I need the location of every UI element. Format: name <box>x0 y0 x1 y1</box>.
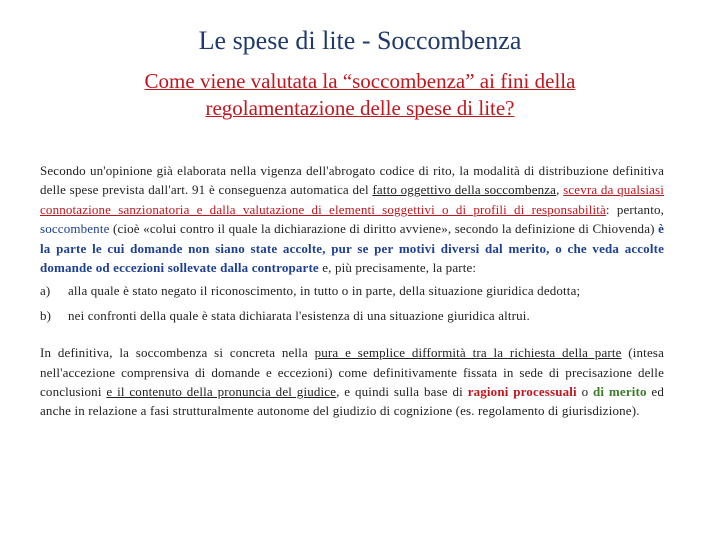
p2-text-4: o <box>576 384 593 400</box>
p2-green-di-merito: di merito <box>593 384 647 400</box>
criteria-list <box>40 281 664 325</box>
p1-text-3: : pertanto, <box>605 201 665 217</box>
list-item-text: alla quale è stato negato il riconoscimento, in tutto o in parte, della situazione giuridica dedotta; <box>68 283 581 299</box>
p1-text-5: e, più precisamente, la parte: <box>318 260 477 276</box>
p2-text-1: In definitiva, la soccombenza si concreta nella <box>40 345 315 361</box>
slide-title: Le spese di lite - Soccombenza <box>198 26 522 55</box>
p1-text-2: , <box>556 182 564 198</box>
p1-text-1: Secondo un'opinione già elaborata nella vigenza dell'abrogato codice di rito, la modalità di distribuzione definitiva delle spese prevista dall'art. 91 è conseguenza automatica del <box>40 163 664 198</box>
list-item <box>40 306 664 325</box>
p1-text-4: (cioè «colui contro il quale la dichiarazione di diritto avviene», secondo la definizione di Chiovenda) <box>109 221 659 237</box>
p2-text-3: , e quindi sulla base di <box>336 384 468 400</box>
paragraph-2 <box>40 343 664 421</box>
p2-underlined-difformita: pura e semplice difformità tra la richiesta della parte <box>314 345 622 361</box>
list-item-text: nei confronti della quale è stata dichiarata l'esistenza di una situazione giuridica altrui. <box>68 307 530 323</box>
list-item <box>40 281 664 300</box>
paragraph-1 <box>40 161 664 277</box>
list-marker: a) <box>40 283 51 299</box>
slide-body <box>40 161 664 421</box>
p2-red-ragioni-processuali: ragioni processuali <box>467 384 577 400</box>
p2-text-2: (intesa nell'accezione comprensiva di domande e eccezioni) come definitivamente fissata in sede di precisazione delle conclusioni <box>40 345 664 400</box>
p1-bold-blue-definition: è la parte le cui domande non siano state accolte, pur se per motivi diversi dal merito, o che veda accolte domande od eccezioni sollevate dalla controparte <box>40 221 664 276</box>
p2-text-5: ed anche in relazione a fasi strutturalmente autonome del giudizio di cognizione (es. regolamento di giurisdizione). <box>40 384 664 419</box>
list-marker: b) <box>40 307 52 323</box>
p1-blue-soccombente: soccombente <box>40 221 110 237</box>
p1-underlined-fatto-oggettivo: fatto oggettivo della soccombenza <box>372 182 557 198</box>
p2-underlined-pronuncia: e il contenuto della pronuncia del giudice <box>106 384 337 400</box>
slide-subtitle: Come viene valutata la “soccombenza” ai fini della regolamentazione delle spese di lite? <box>144 69 576 120</box>
p1-red-underlined-scevra: scevra da qualsiasi connotazione sanzionatoria e dalla valutazione di elementi soggettivi o di profili di responsabilità <box>40 182 664 217</box>
